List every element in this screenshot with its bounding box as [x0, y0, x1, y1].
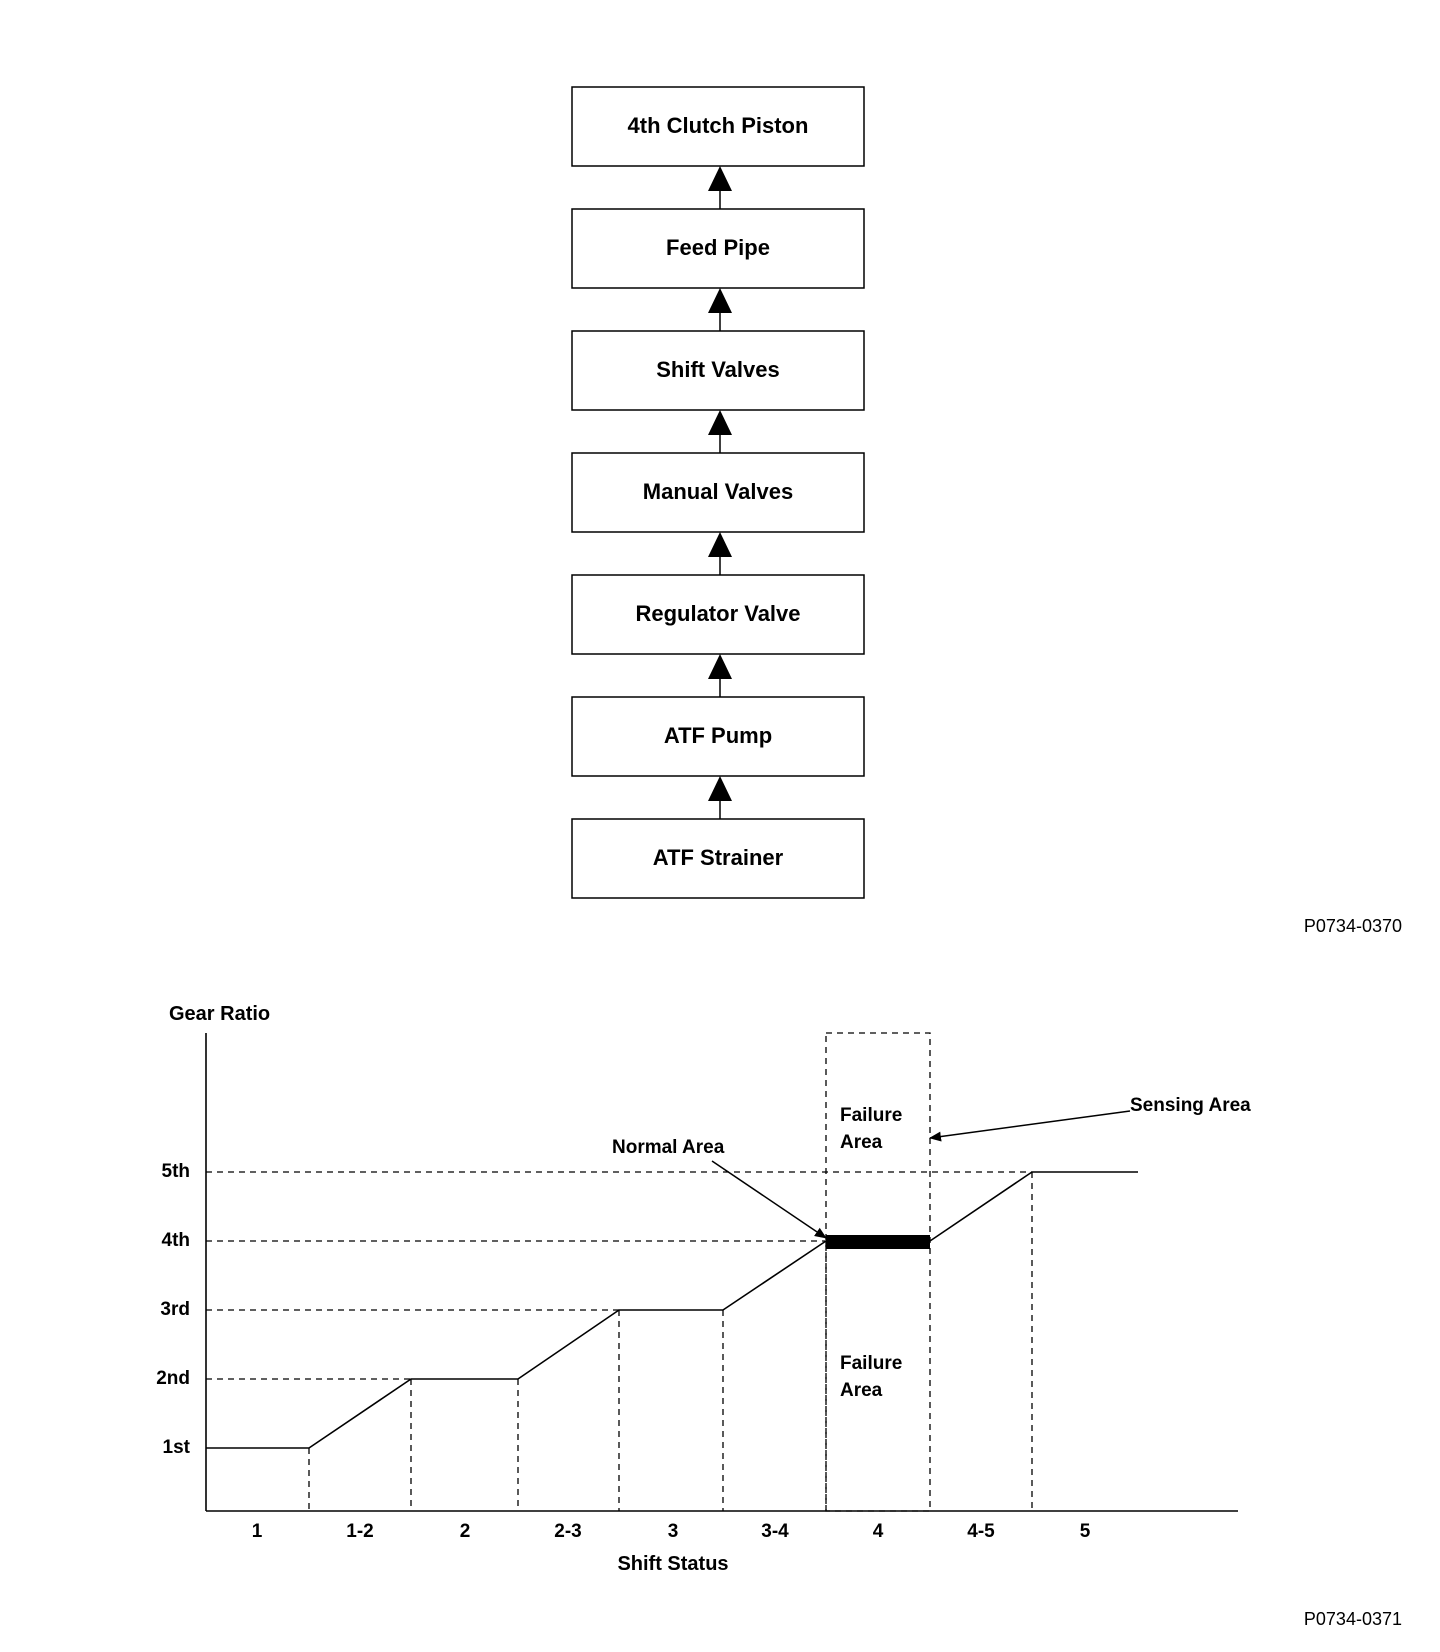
sensing-area-arrow — [930, 1111, 1130, 1138]
x-tick-2: 2 — [459, 1521, 471, 1542]
flow-box-pump — [572, 697, 864, 776]
failure-area-upper-line1: Failure — [840, 1105, 903, 1126]
flow-arrow-shift-to-feed — [708, 288, 732, 331]
flow-arrow-feed-to-piston — [708, 166, 732, 209]
y-tick-2nd: 2nd — [156, 1368, 190, 1390]
x-tick-3: 3 — [667, 1521, 679, 1542]
flowchart — [572, 87, 1402, 936]
normal-area-band — [826, 1235, 930, 1249]
y-tick-1st: 1st — [162, 1437, 190, 1459]
flow-box-label: Manual Valves — [642, 478, 794, 504]
flow-arrow-strainer-to-pump — [708, 776, 732, 819]
flow-arrow-pump-to-regulator — [708, 654, 732, 697]
x-tick-1-2: 1-2 — [346, 1521, 374, 1542]
chart-y-label: Gear Ratio — [169, 1003, 271, 1025]
x-tick-3-4: 3-4 — [761, 1521, 789, 1542]
flow-arrow-regulator-to-manual — [708, 532, 732, 575]
x-tick-2-3: 2-3 — [554, 1521, 582, 1542]
normal-area-label: Normal Area — [612, 1137, 725, 1158]
flow-box-regulator — [572, 575, 864, 654]
figure-code-top: P0734-0370 — [1303, 916, 1402, 936]
flow-box-piston — [572, 87, 864, 166]
flow-box-label: Shift Valves — [656, 356, 780, 382]
flow-box-manual — [572, 453, 864, 532]
failure-area-lower-line2: Area — [840, 1380, 883, 1401]
flow-arrow-manual-to-shift — [708, 410, 732, 453]
failure-area-upper-line2: Area — [840, 1132, 883, 1153]
flow-box-label: 4th Clutch Piston — [627, 112, 809, 138]
figure-code-bottom: P0734-0371 — [1303, 1609, 1402, 1629]
flow-box-label: Regulator Valve — [635, 600, 801, 626]
x-tick-4: 4 — [872, 1521, 884, 1542]
flow-box-label: ATF Pump — [663, 722, 773, 748]
sensing-area-label: Sensing Area — [1130, 1095, 1251, 1116]
flow-box-shift — [572, 331, 864, 410]
flow-box-label: ATF Strainer — [652, 844, 784, 870]
gear-ratio-line — [206, 1172, 1138, 1448]
chart-x-label: Shift Status — [617, 1553, 729, 1575]
failure-area-lower-line1: Failure — [840, 1353, 903, 1374]
y-tick-5th: 5th — [161, 1161, 190, 1183]
flow-box-strainer — [572, 819, 864, 898]
gear-chart — [156, 1003, 1402, 1629]
flow-box-feed — [572, 209, 864, 288]
y-tick-4th: 4th — [161, 1230, 190, 1252]
x-tick-5: 5 — [1079, 1521, 1091, 1542]
y-tick-3rd: 3rd — [160, 1299, 190, 1321]
x-tick-4-5: 4-5 — [967, 1521, 995, 1542]
x-tick-1: 1 — [251, 1521, 263, 1542]
flow-box-label: Feed Pipe — [666, 234, 770, 260]
